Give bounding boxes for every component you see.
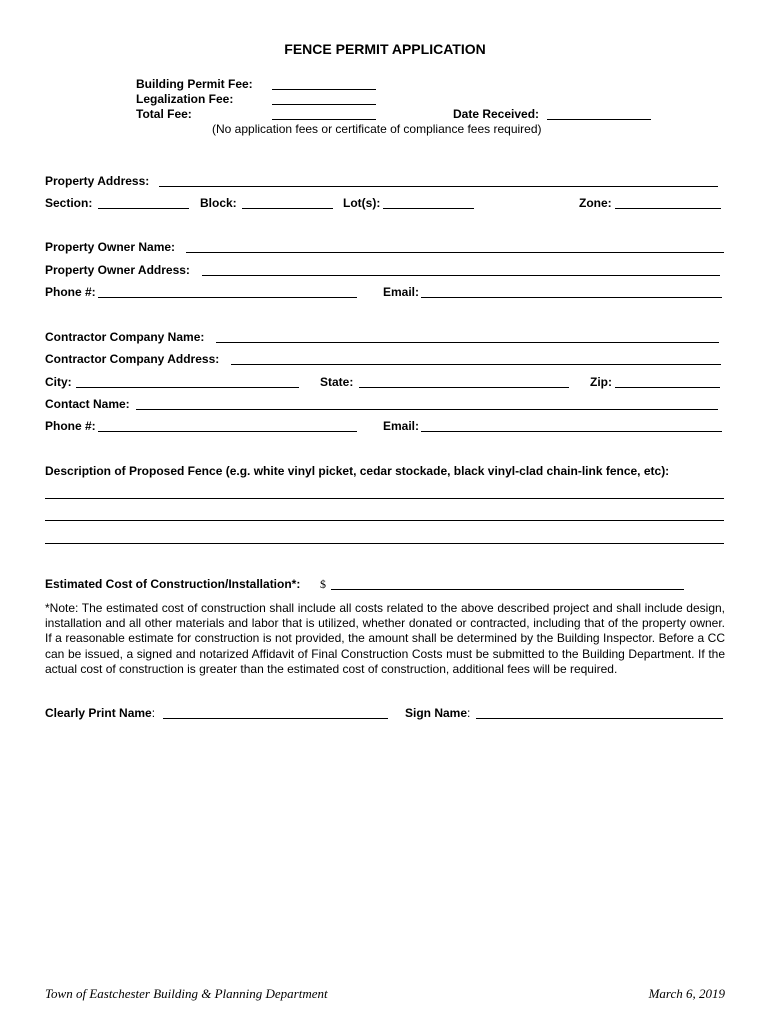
zip-label: Zip: [590,375,612,389]
section-label: Section: [45,196,93,210]
state-field[interactable] [359,387,569,388]
estimated-cost-field[interactable] [331,589,684,590]
sign-name-label: Sign Name [405,706,468,720]
contractor-company-name-label: Contractor Company Name: [45,330,205,344]
block-field[interactable] [242,208,333,209]
city-label: City: [45,375,72,389]
owner-email-label: Email: [383,285,420,299]
date-received-label: Date Received: [453,107,540,121]
zone-label: Zone: [579,196,612,210]
state-label: State: [320,375,354,389]
owner-name-label: Property Owner Name: [45,240,176,254]
owner-address-label: Property Owner Address: [45,263,190,277]
lots-field[interactable] [383,208,474,209]
building-permit-fee-field[interactable] [272,89,376,90]
property-address-field[interactable] [159,186,718,187]
estimated-cost-label: Estimated Cost of Construction/Installation*: [45,577,301,591]
fence-description-label: Description of Proposed Fence (e.g. white vinyl picket, cedar stockade, black vinyl-clad chain-link fence, etc): [45,464,670,478]
fee-note: (No application fees or certificate of compliance fees required) [212,122,542,136]
print-name-colon: : [151,706,156,720]
owner-name-field[interactable] [186,252,724,253]
date-received-field[interactable] [547,119,651,120]
contractor-phone-label: Phone #: [45,419,96,433]
owner-phone-field[interactable] [98,297,357,298]
building-permit-fee-label: Building Permit Fee: [136,77,253,91]
total-fee-field[interactable] [272,119,376,120]
contractor-company-address-field[interactable] [231,364,721,365]
contractor-phone-field[interactable] [98,431,357,432]
city-field[interactable] [76,387,299,388]
block-label: Block: [200,196,237,210]
fence-description-line[interactable] [45,543,724,544]
contractor-email-label: Email: [383,419,420,433]
zone-field[interactable] [615,208,721,209]
currency-symbol: $ [320,577,326,591]
fence-description-line[interactable] [45,520,724,521]
contractor-email-field[interactable] [421,431,722,432]
fence-description-line[interactable] [45,498,724,499]
print-name-field[interactable] [163,718,388,719]
sign-name-field[interactable] [476,718,723,719]
contact-name-field[interactable] [136,409,718,410]
print-name-label: Clearly Print Name [45,706,152,720]
cost-note: *Note: The estimated cost of construction shall include all costs related to the above described project and shall include design, installation and all other materials and labor that is utilized, whether donated or contracted, including that of the property owner. If a reasonable estimate for construction is not provided, the amount shall be determined by the Building Inspector. Before a CC can be issued, a signed and notarized Affidavit of Final Construction Costs must be submitted to the Building Department. If the actual cost of construction is greater than the estimated cost of construction, additional fees will be required. [45,601,725,676]
section-field[interactable] [98,208,189,209]
contractor-company-address-label: Contractor Company Address: [45,352,220,366]
contact-name-label: Contact Name: [45,397,130,411]
owner-email-field[interactable] [421,297,722,298]
legalization-fee-field[interactable] [272,104,376,105]
total-fee-label: Total Fee: [136,107,192,121]
owner-phone-label: Phone #: [45,285,96,299]
footer-department: Town of Eastchester Building & Planning Department [45,986,328,1001]
property-address-label: Property Address: [45,174,150,188]
page-title: FENCE PERMIT APPLICATION [284,41,486,57]
zip-field[interactable] [615,387,720,388]
sign-name-colon: : [467,706,471,720]
lots-label: Lot(s): [343,196,381,210]
contractor-company-name-field[interactable] [216,342,719,343]
legalization-fee-label: Legalization Fee: [136,92,234,106]
footer-date: March 6, 2019 [648,986,725,1001]
owner-address-field[interactable] [202,275,720,276]
